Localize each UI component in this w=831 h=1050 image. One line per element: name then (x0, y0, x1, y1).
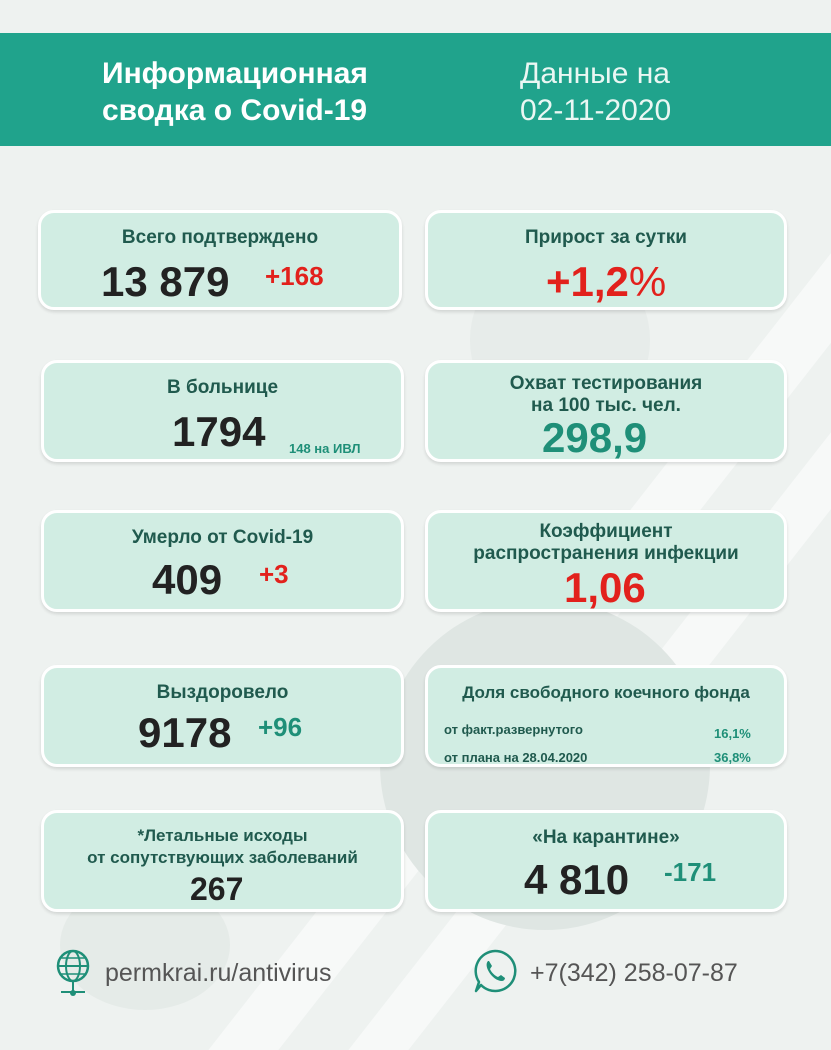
card-recovered (41, 665, 404, 767)
lethal-label (44, 825, 401, 869)
growth-label: Прирост за сутки (525, 227, 687, 248)
whatsapp-phone-icon (472, 948, 518, 994)
title-line-1: Информационная (102, 57, 368, 90)
hospital-value: 1794 (172, 408, 266, 455)
coefficient-label-line-2: распространения инфекции (473, 543, 739, 564)
globe-icon (55, 948, 91, 1000)
recovered-value: 9178 (138, 709, 232, 756)
confirmed-value: 13 879 (101, 258, 230, 305)
testing-value: 298,9 (542, 414, 648, 461)
coefficient-label (428, 521, 784, 565)
report-date (520, 55, 671, 129)
card-testing (425, 360, 787, 462)
beds-row-label-1: от факт.развернутого (444, 722, 583, 737)
card-lethal (41, 810, 404, 912)
card-quarantine (425, 810, 787, 912)
date-label: Данные на (520, 57, 670, 90)
beds-label: Доля свободного коечного фонда (462, 683, 750, 702)
growth-number: +1,2 (546, 258, 629, 305)
page-title (102, 55, 368, 129)
recovered-label: Выздоровело (156, 682, 289, 703)
died-delta: +3 (259, 559, 289, 589)
ventilator-note: 148 на ИВЛ (289, 441, 361, 456)
coefficient-label-line-1: Коэффициент (539, 521, 673, 542)
growth-value (546, 259, 666, 305)
card-coefficient (425, 510, 787, 612)
beds-row-label-2: от плана на 28.04.2020 (444, 750, 588, 765)
card-died (41, 510, 404, 612)
quarantine-delta: -171 (664, 857, 717, 887)
testing-label-line-1: Охват тестирования (509, 373, 703, 394)
confirmed-delta: +168 (265, 261, 324, 291)
testing-label (428, 373, 784, 417)
quarantine-value: 4 810 (524, 856, 630, 903)
lethal-label-line-1: *Летальные исходы (137, 826, 308, 845)
title-line-2: сводка о Covid-19 (102, 94, 368, 127)
header-banner (0, 33, 831, 146)
website-link[interactable]: permkrai.ru/antivirus (105, 959, 332, 987)
confirmed-label: Всего подтверждено (121, 227, 319, 248)
hospital-label: В больнице (166, 377, 279, 398)
testing-label-line-2: на 100 тыс. чел. (531, 395, 681, 416)
card-growth (425, 210, 787, 310)
phone-number[interactable]: +7(342) 258-07-87 (530, 959, 738, 987)
beds-row-value-2: 36,8% (714, 750, 751, 765)
growth-percent: % (628, 258, 667, 305)
died-label: Умерло от Covid-19 (131, 527, 314, 548)
quarantine-label: «На карантине» (532, 827, 680, 848)
date-value: 02-11-2020 (520, 94, 672, 127)
recovered-delta: +96 (258, 712, 303, 742)
card-hospital (41, 360, 404, 462)
died-value: 409 (152, 556, 223, 603)
lethal-value: 267 (190, 871, 244, 907)
card-confirmed (38, 210, 402, 310)
beds-row-value-1: 16,1% (714, 726, 751, 741)
lethal-label-line-2: от сопутствующих заболеваний (87, 848, 358, 867)
coefficient-value: 1,06 (564, 564, 646, 611)
card-beds (425, 665, 787, 767)
